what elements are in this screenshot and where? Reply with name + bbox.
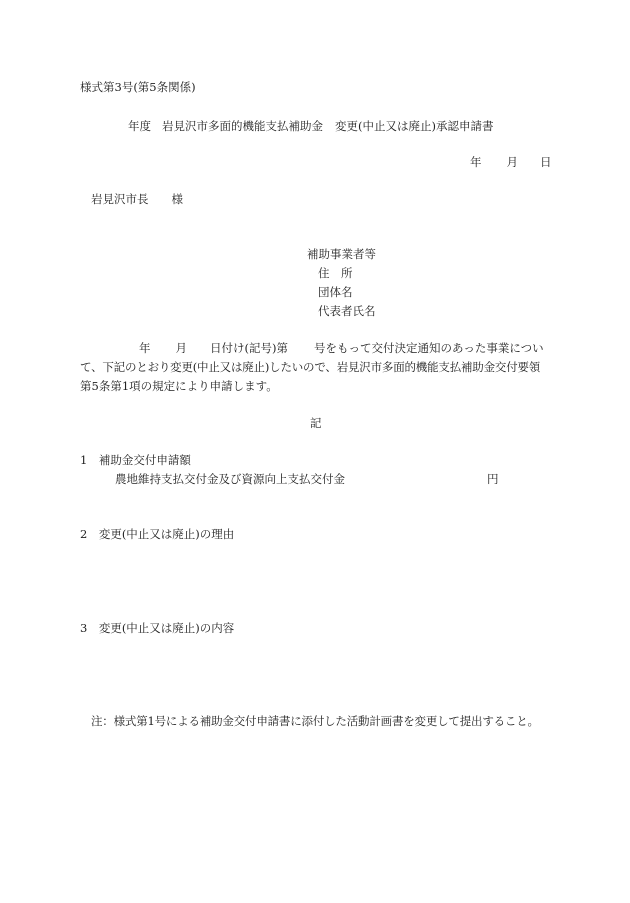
footnote: 注：様式第1号による補助金交付申請書に添付した活動計画書を変更して提出すること。	[91, 714, 539, 728]
document-title	[128, 121, 493, 133]
title-main: 岩見沢市多面的機能支払補助金	[162, 119, 323, 133]
section-1-unit: 円	[487, 472, 499, 486]
title-year-label: 年度	[128, 119, 151, 133]
addressee-name: 岩見沢市長	[91, 192, 149, 206]
addressee	[91, 194, 183, 206]
section-2-title: 2 変更(中止又は廃止)の理由	[80, 527, 235, 541]
section-3-title: 3 変更(中止又は廃止)の内容	[80, 621, 235, 635]
applicant-group-label: 団体名	[318, 285, 353, 299]
addressee-honorific: 様	[171, 192, 183, 206]
applicant-rep-label: 代表者氏名	[318, 304, 376, 318]
applicant-heading: 補助事業者等	[307, 247, 376, 261]
date-year: 年	[470, 155, 482, 169]
title-suffix: 変更(中止又は廃止)承認申請書	[335, 119, 494, 133]
body-month: 月	[175, 341, 187, 355]
date-line	[470, 157, 552, 169]
body-line-2: て、下記のとおり変更(中止又は廃止)したいので、岩見沢市多面的機能支払補助金交付要領	[80, 360, 541, 374]
body-line-3: 第5条第1項の規定により申請します。	[80, 379, 278, 393]
body-line-1	[139, 343, 544, 355]
body-line-1-rest: 号をもって交付決定通知のあった事業につい	[313, 341, 544, 355]
date-day: 日	[540, 155, 552, 169]
section-1-item: 農地維持支払交付金及び資源向上支払交付金	[115, 472, 345, 486]
body-year: 年	[139, 341, 151, 355]
applicant-address-label: 住 所	[318, 266, 353, 280]
section-1-title: 1 補助金交付申請額	[80, 453, 191, 467]
date-month: 月	[506, 155, 518, 169]
body-day-and-number: 日付け(記号)第	[210, 341, 288, 355]
ki-heading: 記	[310, 416, 322, 430]
form-number: 様式第3号(第5条関係)	[80, 80, 196, 94]
